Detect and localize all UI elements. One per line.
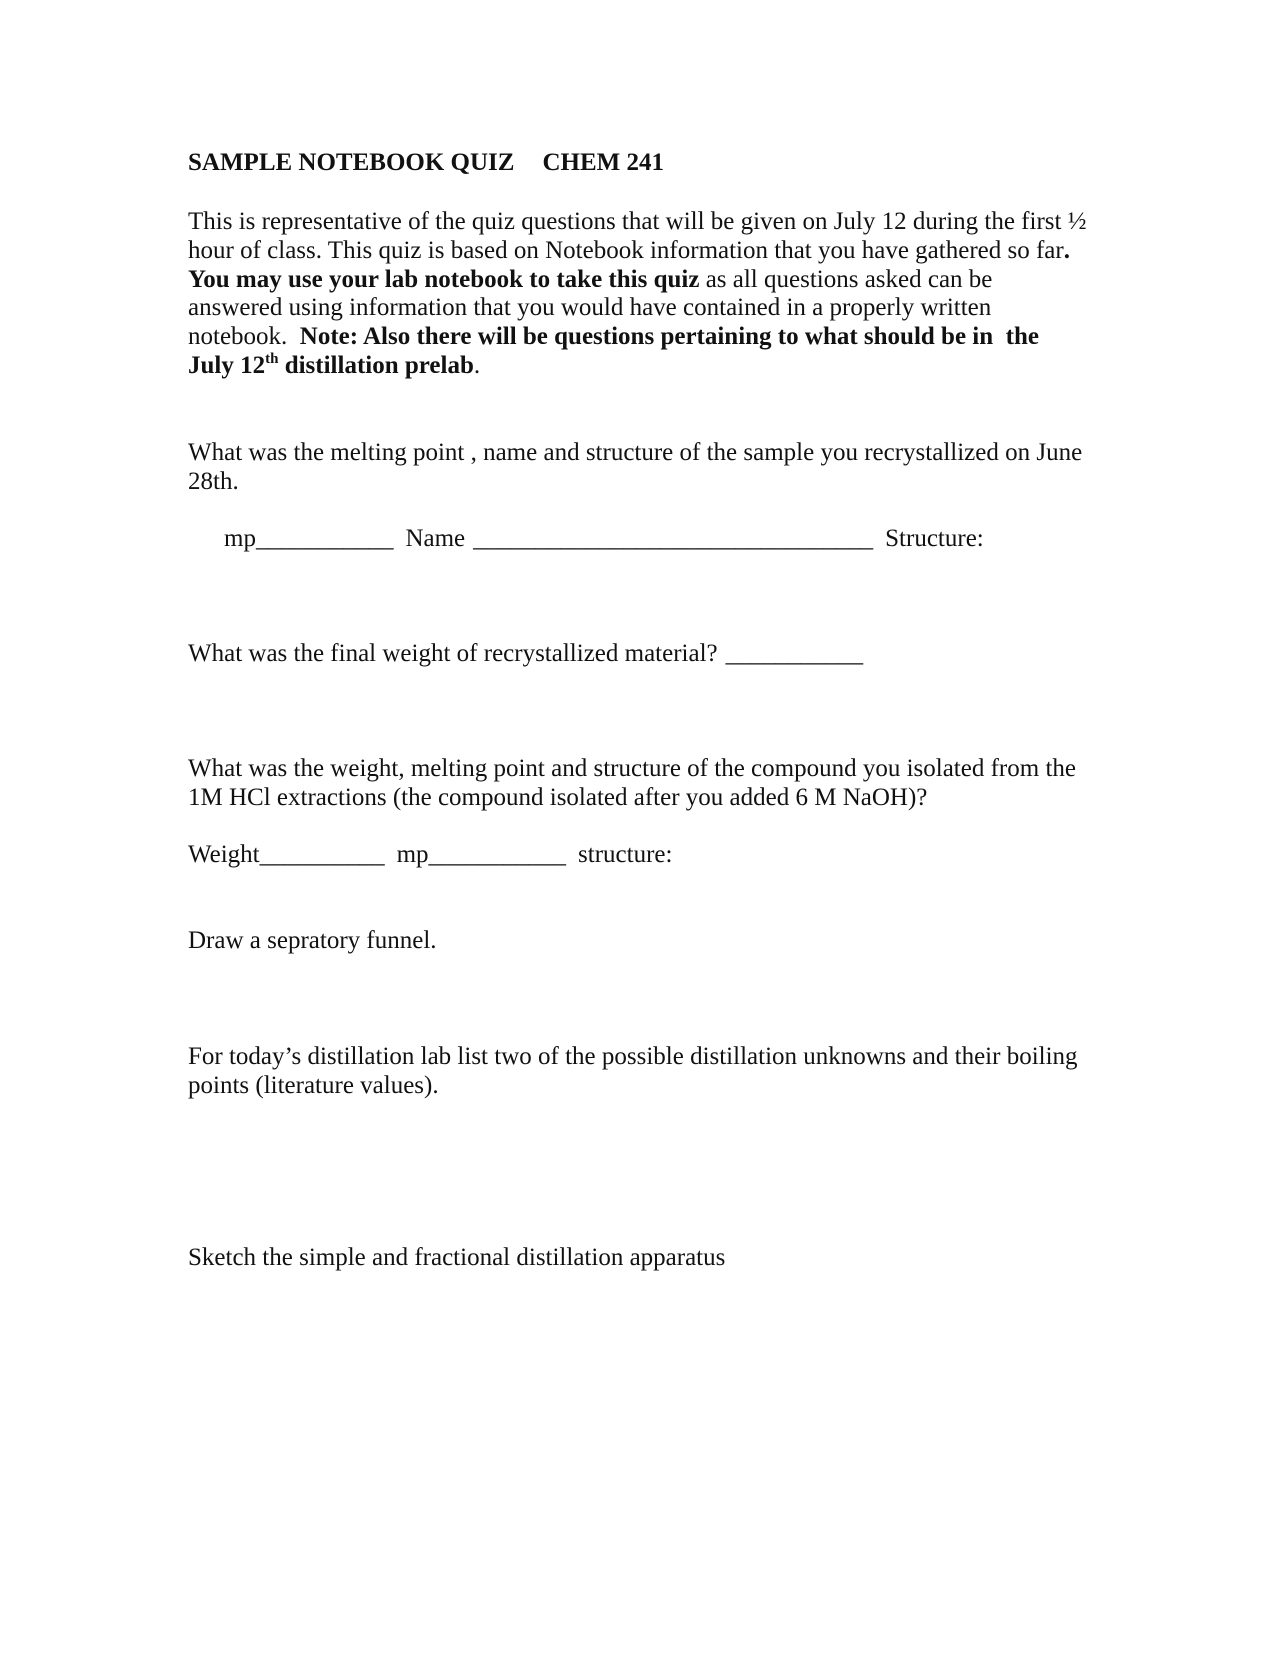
quiz-title-text: SAMPLE NOTEBOOK QUIZ [188, 149, 515, 176]
intro-line-6 [188, 352, 1098, 381]
intro-line-5-text: notebook. [188, 323, 300, 351]
mp-blank[interactable]: mp___________ [224, 525, 394, 552]
question-1 [188, 439, 1098, 497]
intro-line-5 [188, 323, 1098, 352]
structure-label: Structure: [885, 525, 984, 552]
question-3 [188, 755, 1098, 813]
question-5-line-1: For today’s distillation lab list two of the possible distillation unknowns and their boiling [188, 1043, 1078, 1070]
mp-blank-2[interactable]: mp___________ [396, 841, 567, 868]
question-3-line-1: What was the weight, melting point and structure of the compound you isolated from the [188, 755, 1076, 782]
intro-line-2-period: . [1063, 236, 1070, 264]
question-4: Draw a sepratory funnel. [188, 927, 437, 954]
intro-line-6-period: . [473, 351, 481, 379]
question-5 [188, 1043, 1098, 1101]
weight-blank[interactable]: Weight__________ [188, 841, 385, 868]
question-1-line-2: 28th. [188, 467, 239, 495]
intro-paragraph [188, 208, 1098, 381]
question-5-line-2: points (literature values). [188, 1071, 439, 1099]
intro-line-4: answered using information that you would have contained in a properly written [188, 294, 992, 322]
question-2-text: What was the final weight of recrystallized material? [188, 640, 718, 667]
name-label: Name [405, 525, 466, 552]
course-code: CHEM 241 [542, 149, 664, 176]
prelab-note: Note: Also there will be questions pertaining to what should be in the [299, 323, 1039, 351]
date-superscript: th [265, 350, 279, 367]
final-weight-blank[interactable]: ___________ [725, 640, 864, 667]
question-1-line-1: What was the melting point , name and structure of the sample you recrystallized on June [188, 439, 1083, 466]
question-2 [188, 640, 1098, 669]
notebook-allowed-note: You may use your lab notebook to take this quiz [188, 265, 700, 293]
quiz-title [188, 149, 1098, 178]
structure-label-2: structure: [578, 841, 673, 868]
question-1-answer-line [188, 525, 1098, 554]
intro-line-2-text: hour of class. This quiz is based on Notebook information that you have gathered so far [188, 236, 1064, 264]
question-6: Sketch the simple and fractional distillation apparatus [188, 1244, 726, 1271]
intro-line-3 [188, 266, 1098, 295]
intro-line-3-rest: as all questions asked can be [699, 265, 993, 293]
prelab-date: July 12 [188, 351, 266, 379]
question-3-line-2: 1M HCl extractions (the compound isolated after you added 6 M NaOH)? [188, 783, 928, 811]
intro-line-1: This is representative of the quiz questions that will be given on July 12 during the first ½ [188, 208, 1087, 235]
question-3-answer-line [188, 841, 1098, 870]
prelab-name: distillation prelab [278, 351, 474, 379]
name-blank[interactable]: ________________________________ [473, 525, 874, 552]
intro-line-2 [188, 237, 1098, 266]
